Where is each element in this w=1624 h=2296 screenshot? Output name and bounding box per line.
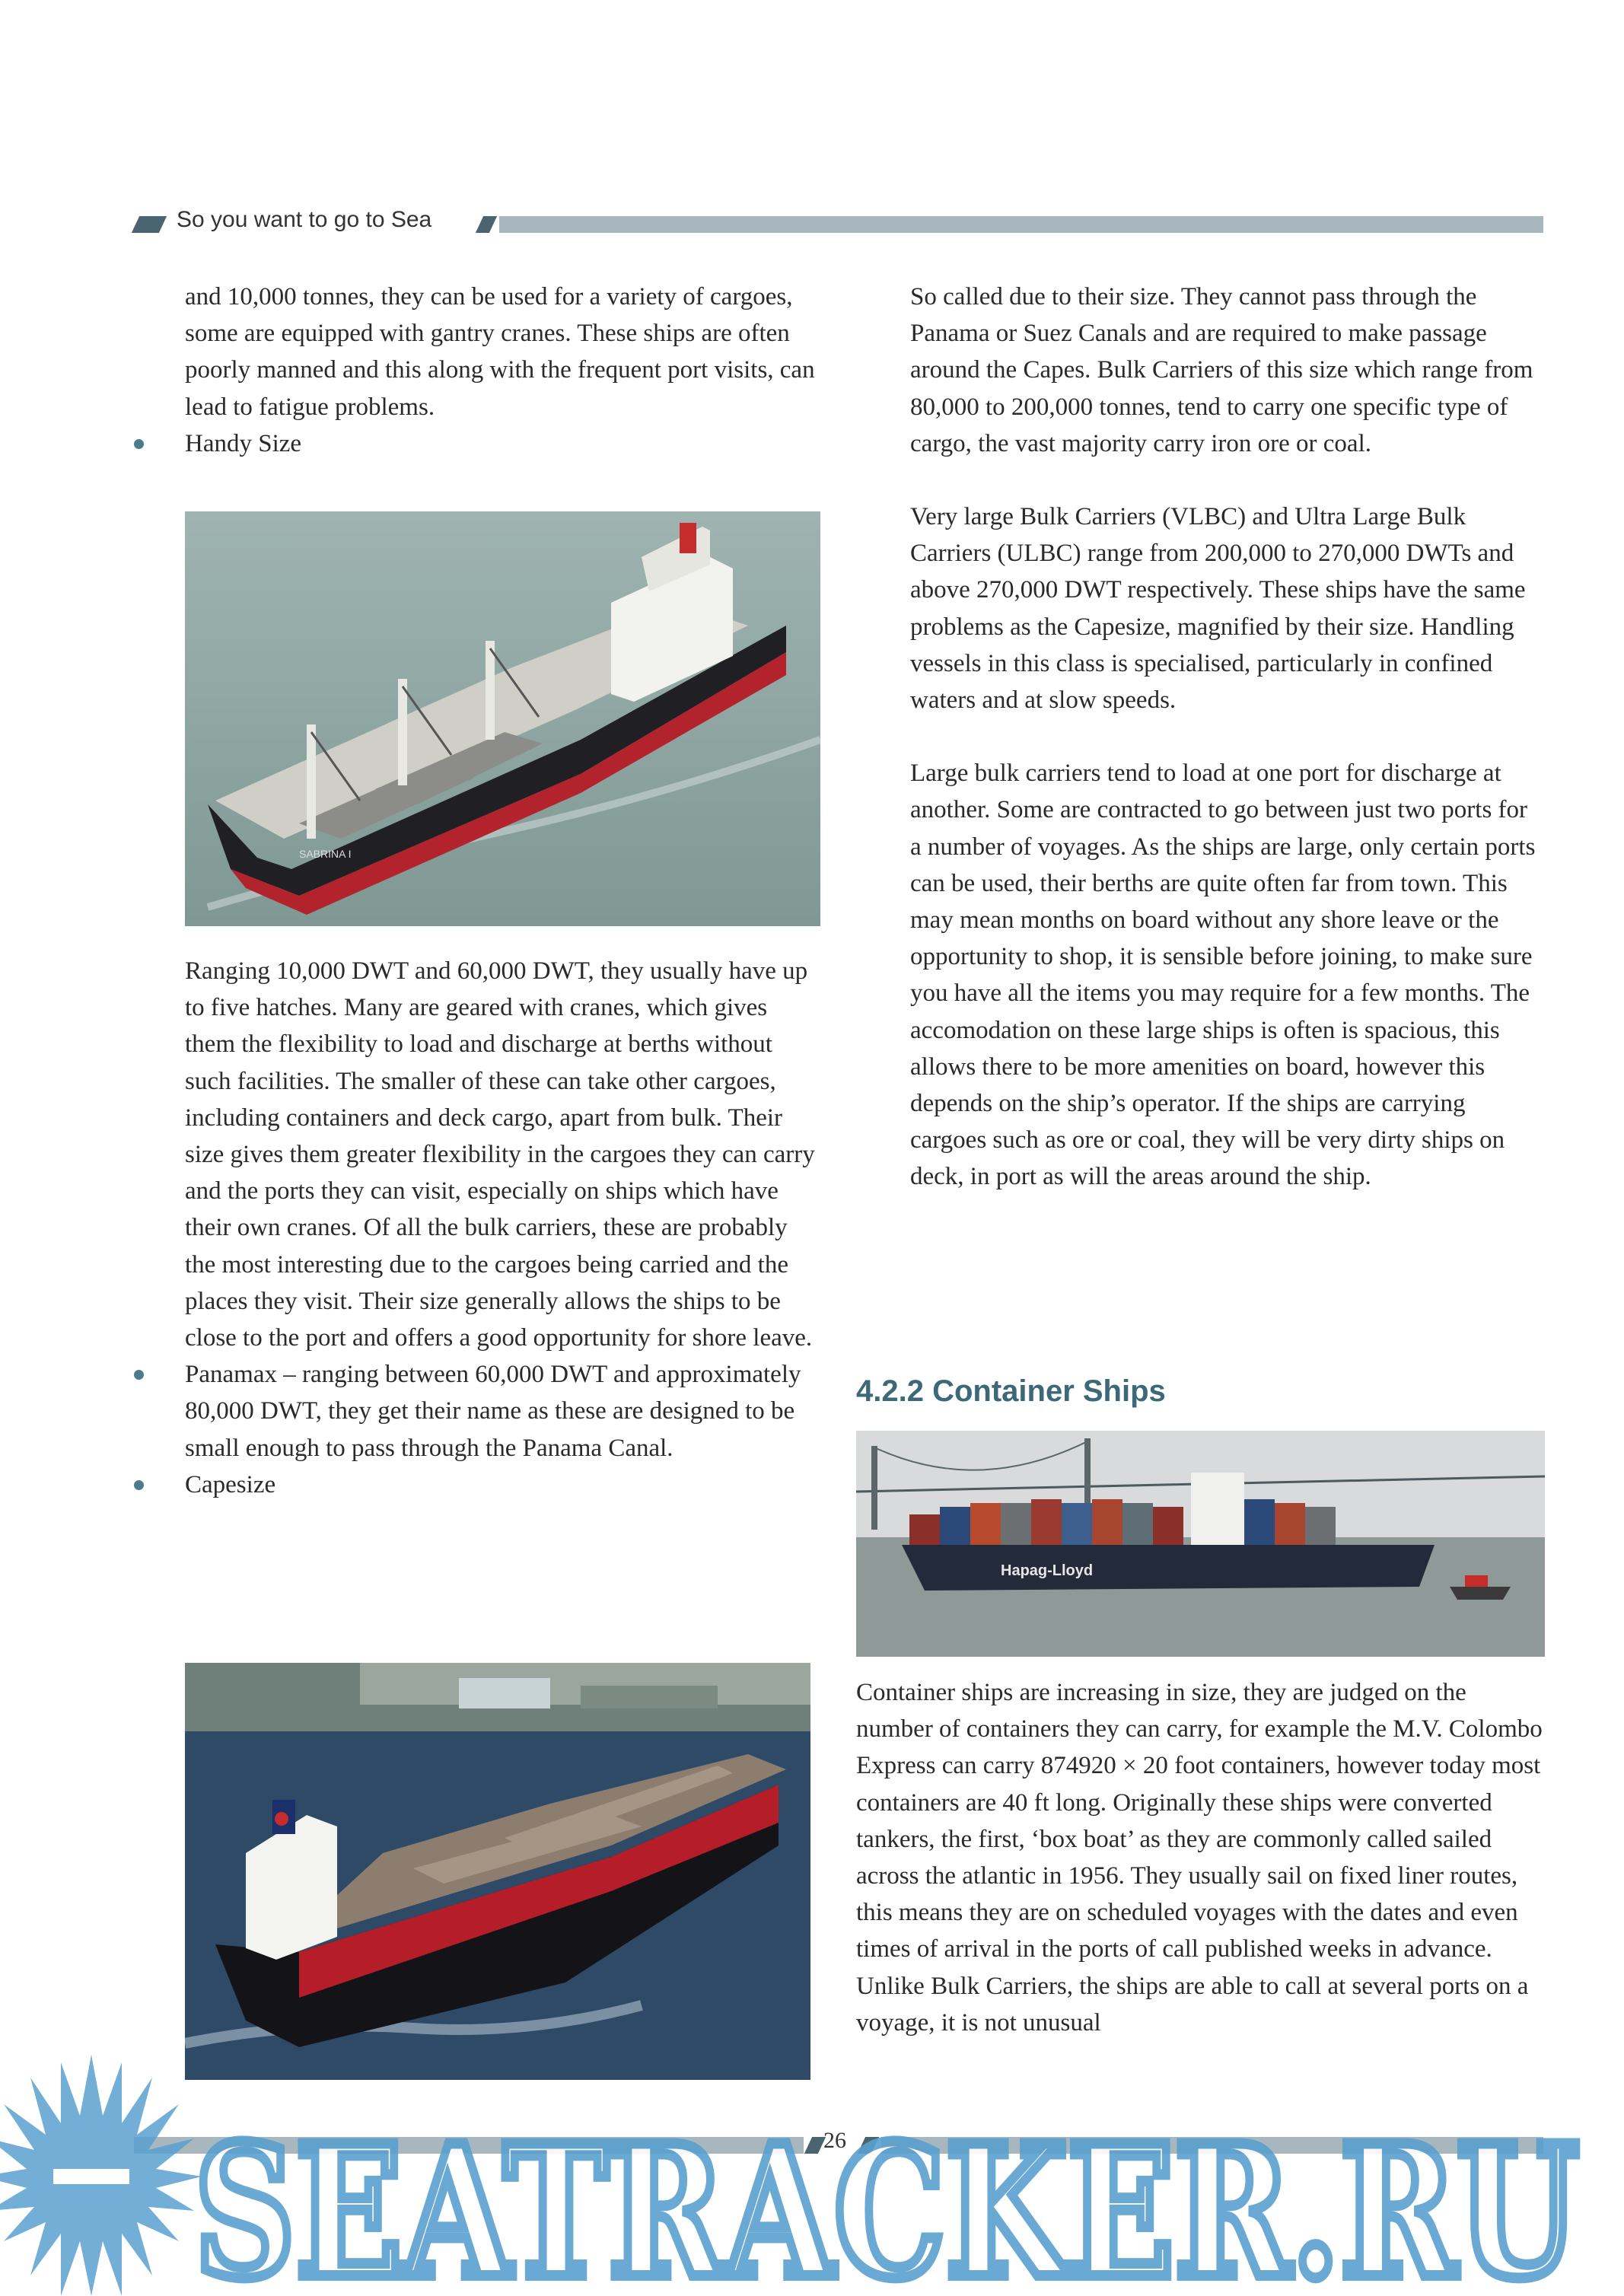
container-ships-paragraph-block bbox=[856, 1674, 1545, 2041]
container-ships-paragraph: Container ships are increasing in size, they are judged on the number of containers they can carry, for example the M.V. Colombo Express can carry 874920 × 20 foot containers, however today most containers are 40 ft long. Originally these ships were converted tankers, the first, ‘box boat’ as they are commonly called sailed across the atlantic in 1956. They usually sail on fixed liner routes, this means they are on scheduled voyages with the dates and even times of arrival in the ports of call published weeks in advance. Unlike Bulk Carriers, the ships are able to call at several ports on a voyage, it is not unusual bbox=[856, 1679, 1543, 2036]
large-bulk-paragraph: Large bulk carriers tend to load at one port for discharge at another. Some are contracted to go between just two ports for a number of voyages. As the ships are large, only certain ports can be used, their berths are quite often far from town. This may mean months on board without any shore leave or the opportunity to shop, it is sensible before joining, to make sure you have all the items you may require for a few months. The accomodation on these large ships is often is spacious, this allows there to be more amenities on board, however this depends on the ship’s operator. If the ships are carrying cargoes such as ore or coal, they will be very dirty ships on deck, in port as will the areas around the ship. bbox=[910, 759, 1536, 1191]
right-column bbox=[910, 279, 1542, 1196]
header-bar bbox=[499, 216, 1543, 233]
left-column-bottom bbox=[185, 953, 817, 1503]
bullet-panamax: Panamax – ranging between 60,000 DWT and approximately 80,000 DWT, they get their name as these are designed to be small enough to pass through the Panama Canal. bbox=[185, 1356, 817, 1466]
header-mid-tab bbox=[476, 216, 497, 233]
sun-logo-icon bbox=[0, 2055, 202, 2296]
handy-size-ship-photo bbox=[185, 511, 820, 926]
bullet-dot bbox=[134, 1480, 144, 1490]
bullet-dot bbox=[134, 1370, 144, 1380]
capesize-paragraph: So called due to their size. They cannot pass through the Panama or Suez Canals and are required to make passage around the Capes. Bulk Carriers of this size which range from 80,000 to 200,000 tonnes, tend to carry one specific type of cargo, the vast majority carry iron ore or coal. bbox=[910, 283, 1533, 457]
bullet-dot bbox=[134, 439, 144, 449]
bullet-handy-size: Handy Size bbox=[185, 425, 817, 462]
intro-paragraph: and 10,000 tonnes, they can be used for a variety of cargoes, some are equipped with gantry cranes. These ships are often poorly manned and this along with the frequent port visits, can lead to fatigue problems. bbox=[185, 283, 815, 421]
handy-ship-name: SABRINA I bbox=[299, 848, 352, 860]
left-column-top bbox=[185, 279, 817, 462]
header-left-tab bbox=[132, 216, 167, 233]
page-number: 26 bbox=[823, 2128, 846, 2153]
watermark-text: SEATRACKER.RU bbox=[194, 2107, 1579, 2296]
section-heading-container-ships: 4.2.2 Container Ships bbox=[856, 1374, 1166, 1408]
vlbc-paragraph: Very large Bulk Carriers (VLBC) and Ultra Large Bulk Carriers (ULBC) range from 200,000 to 270,000 DWTs and above 270,000 DWT respectively. These ships have the same problems as the Capesize, magnified by their size. Handling vessels in this class is specialised, particularly in confined waters and at slow speeds. bbox=[910, 503, 1526, 715]
header-title: So you want to go to Sea bbox=[177, 207, 432, 232]
bullet-capesize: Capesize bbox=[185, 1466, 817, 1503]
container-ship-name: Hapag-Lloyd bbox=[1001, 1562, 1094, 1579]
container-ship-photo bbox=[856, 1431, 1545, 1657]
seatracker-watermark bbox=[0, 2055, 1624, 2296]
handy-size-paragraph: Ranging 10,000 DWT and 60,000 DWT, they usually have up to five hatches. Many are geared with cranes, which gives them the flexibility to load and discharge at berths without such facilities. The smaller of these can take other cargoes, including containers and deck cargo, apart from bulk. Their size gives them greater flexibility in the cargoes they can carry and the ports they can visit, especially on ships which have their own cranes. Of all the bulk carriers, these are probably the most interesting due to the cargoes being carried and the places they visit. Their size generally allows the ships to be close to the port and offers a good opportunity for shore leave. bbox=[185, 957, 815, 1352]
capesize-ship-photo bbox=[185, 1663, 810, 2080]
